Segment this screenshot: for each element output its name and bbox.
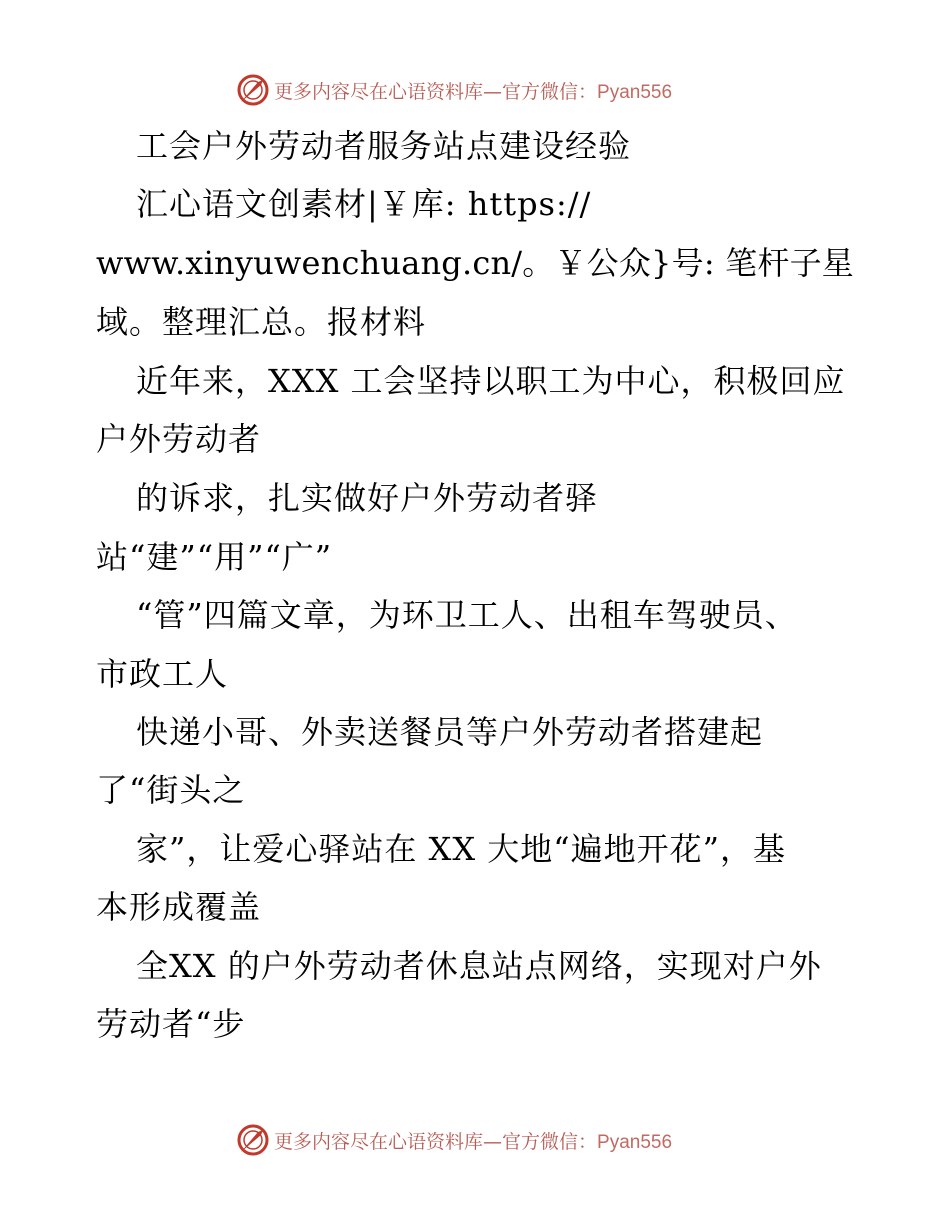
- text-line: 户外劳动者: [96, 420, 262, 458]
- text-line: 域。整理汇总。报材料: [96, 303, 427, 341]
- text-line: 本形成覆盖: [96, 888, 262, 926]
- document-title: 工会户外劳动者服务站点建设经验: [136, 127, 632, 165]
- watermark-text: [274, 1127, 672, 1154]
- watermark-id: Pyan556: [597, 1131, 673, 1153]
- watermark-id: Pyan556: [597, 81, 673, 103]
- text-line: 了“街头之: [96, 771, 246, 809]
- quill-logo-icon: [236, 1123, 270, 1157]
- text-line: “管”四篇文章，为环卫工人、出租车驾驶员、: [136, 596, 798, 634]
- text-line: 汇心语文创素材|￥库: https://: [136, 185, 592, 223]
- watermark-footer: [236, 1122, 672, 1158]
- text-line: 近年来，XXX 工会坚持以职工为中心，积极回应: [136, 362, 846, 400]
- watermark-label: 更多内容尽在心语资料库—官方微信：: [274, 1130, 598, 1153]
- text-line: 市政工人: [96, 655, 229, 693]
- text-line: 全XX 的户外劳动者休息站点网络，实现对户外: [136, 947, 822, 985]
- watermark-label: 更多内容尽在心语资料库—官方微信：: [274, 80, 598, 103]
- text-line: 的诉求，扎实做好户外劳动者驿: [136, 479, 599, 517]
- text-line: 劳动者“步: [96, 1005, 246, 1043]
- text-line: 快递小哥、外卖送餐员等户外劳动者搭建起: [136, 713, 764, 751]
- text-line: 站“建”“用”“广”: [96, 538, 333, 576]
- text-line: 家”，让爱心驿站在 XX 大地“遍地开花”，基: [136, 830, 786, 868]
- text-line: www.xinyuwenchuang.cn/。￥公众}号: 笔杆子星: [96, 244, 854, 282]
